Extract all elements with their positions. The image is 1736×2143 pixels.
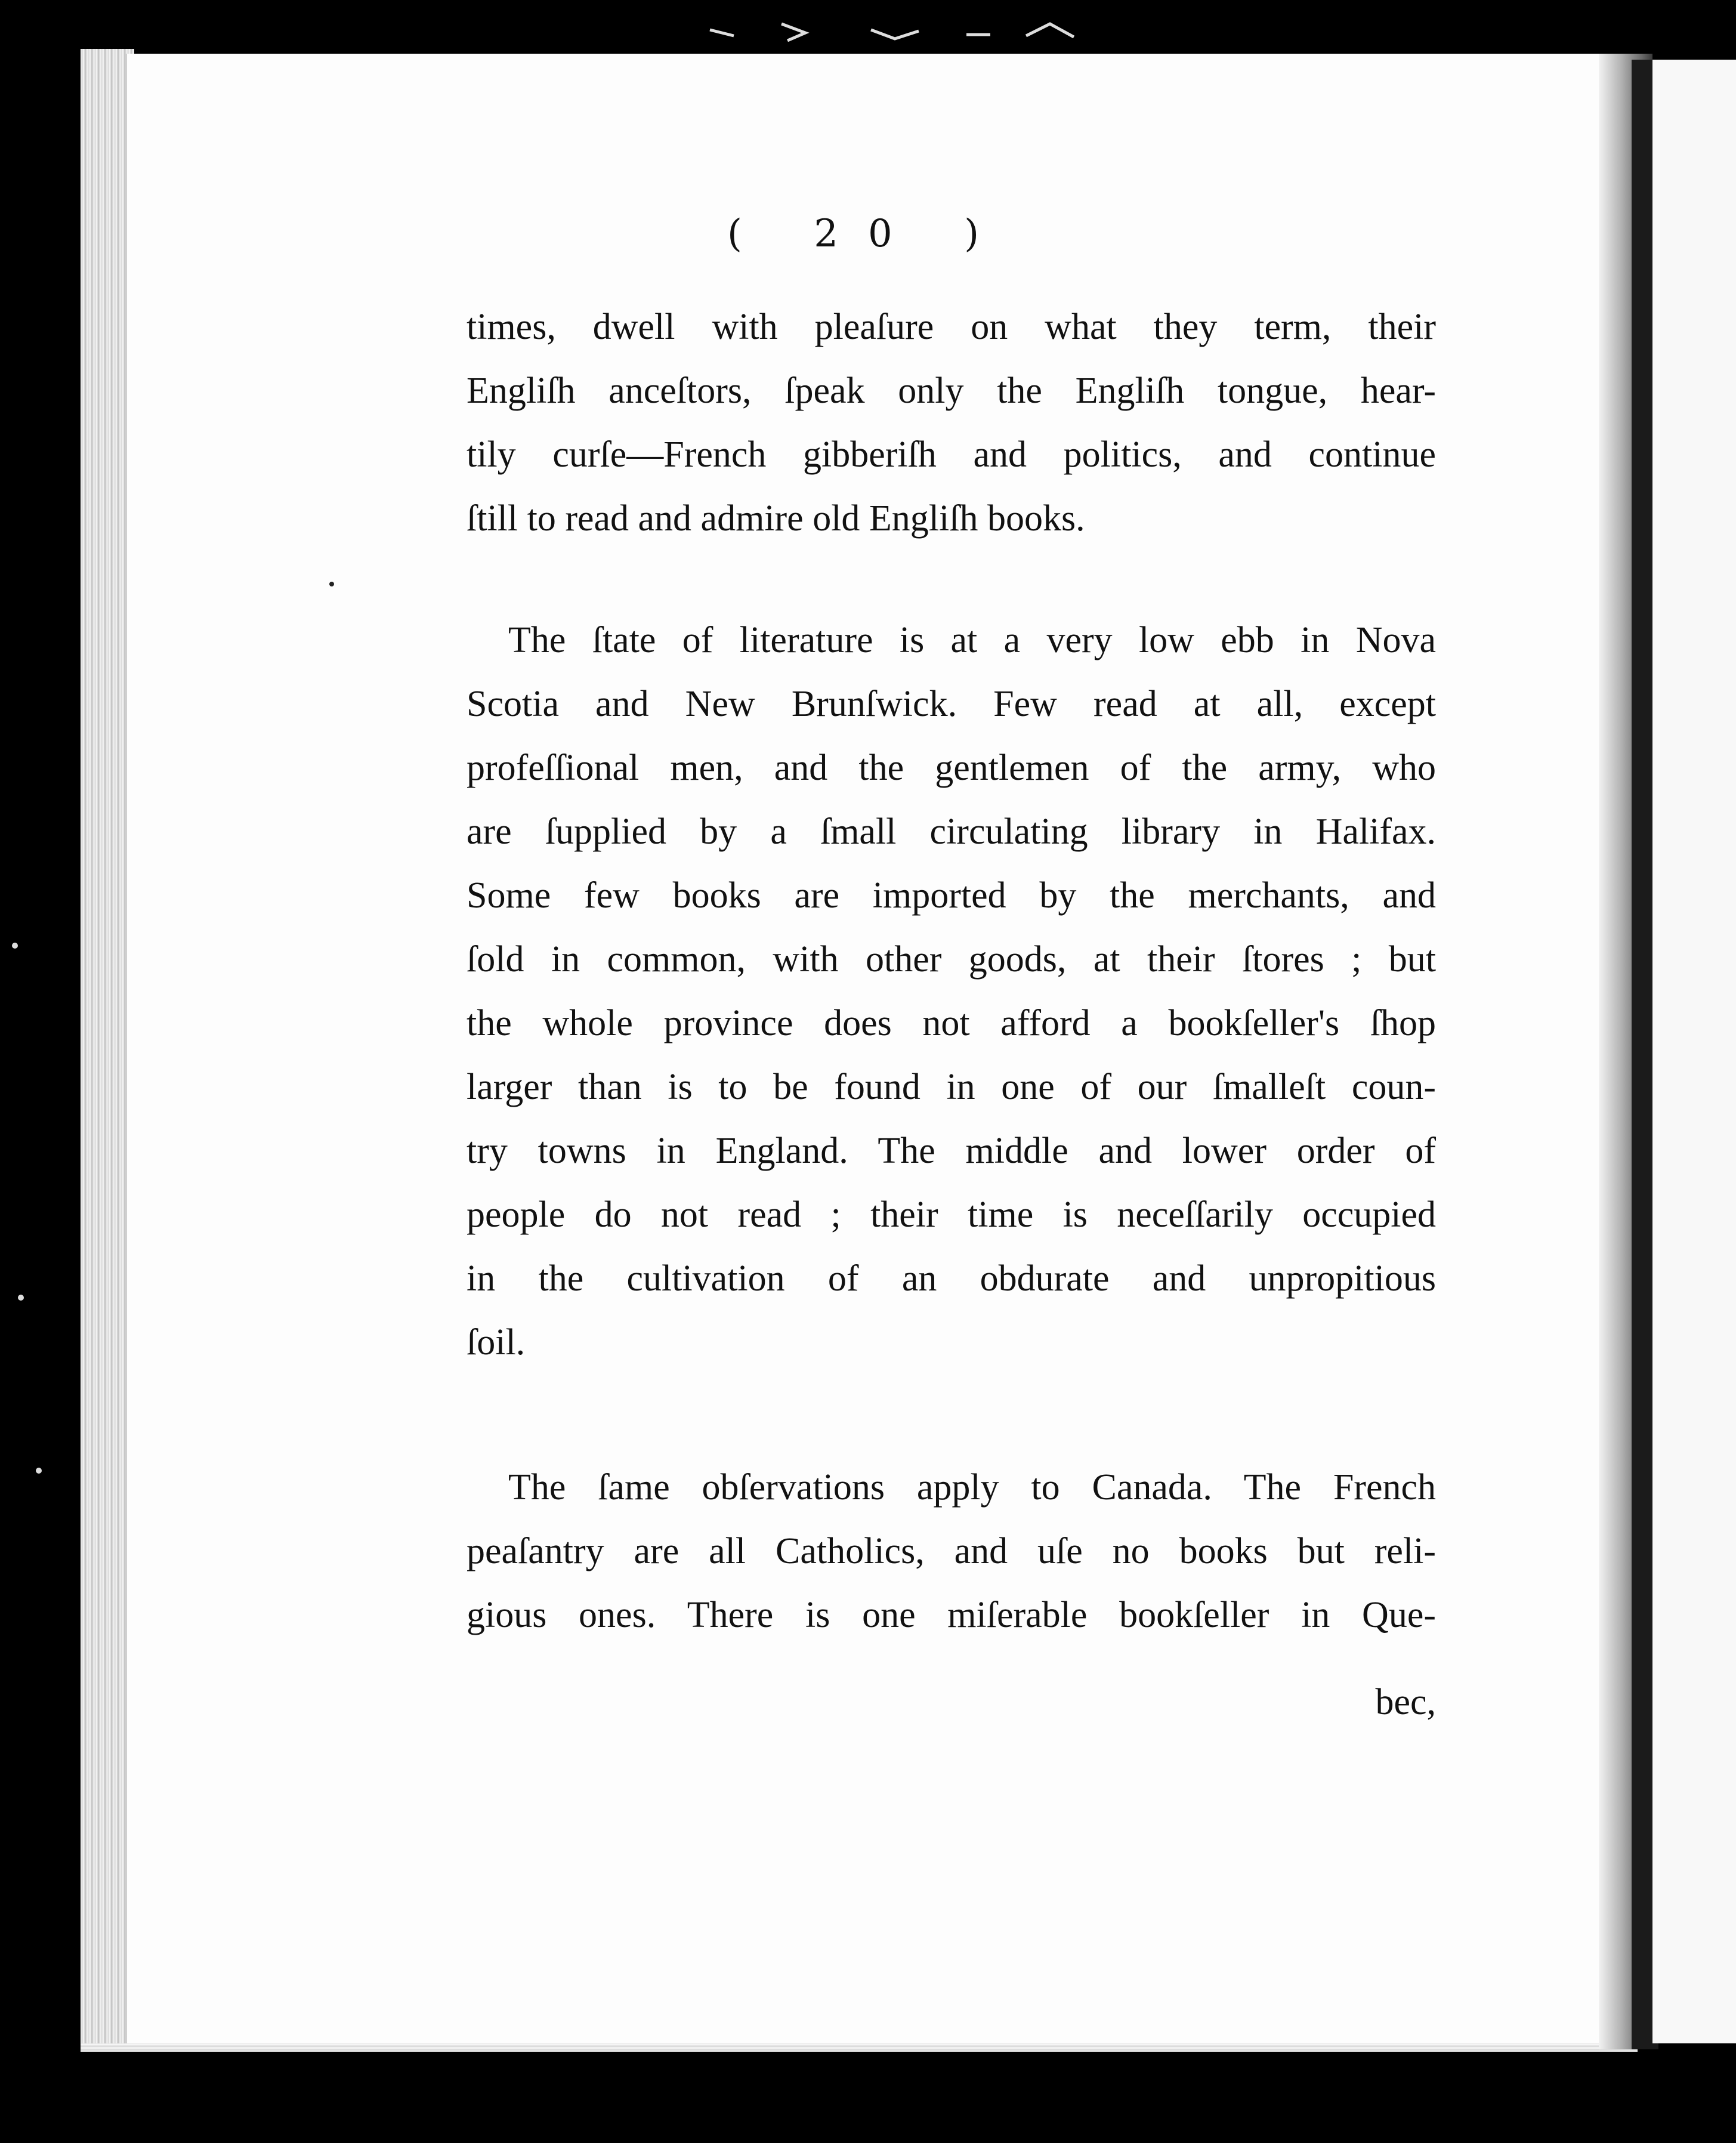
- text-line: Some few books are imported by the merchants, and: [467, 875, 1436, 916]
- paragraph-3: [467, 1456, 1436, 1647]
- page-number: ( 20 ): [727, 212, 1009, 256]
- text-line: The ſame obſervations apply to Canada. The French: [508, 1467, 1436, 1508]
- text-line: the whole province does not afford a bookſeller's ſhop: [467, 1003, 1436, 1043]
- text-line: larger than is to be found in one of our ſmalleſt coun-: [467, 1067, 1436, 1107]
- text-line: try towns in England. The middle and lower order of: [467, 1131, 1436, 1171]
- dust-speck: [329, 582, 334, 586]
- text-line: times, dwell with pleaſure on what they term, their: [467, 307, 1436, 347]
- paragraph-1: [467, 295, 1436, 551]
- text-line: are ſupplied by a ſmall circulating library in Halifax.: [467, 811, 1436, 852]
- dust-speck: [12, 943, 18, 949]
- text-line: gious ones. There is one miſerable bookſeller in Que-: [467, 1595, 1436, 1635]
- text-line: peaſantry are all Catholics, and uſe no books but reli-: [467, 1531, 1436, 1571]
- facing-page-edge: [1652, 60, 1736, 2043]
- scan-left-border: [0, 0, 89, 2143]
- text-line: ſoil.: [467, 1322, 526, 1363]
- catchword-block: [467, 1670, 1436, 1734]
- text-line: in the cultivation of an obdurate and unpropitious: [467, 1258, 1436, 1299]
- page-edges-bottom: [81, 2043, 1638, 2052]
- text-line: people do not read ; their time is neceſſarily occupied: [467, 1194, 1436, 1235]
- text-line: ſtill to read and admire old Engliſh books.: [467, 498, 1085, 539]
- text-line: Engliſh anceſtors, ſpeak only the Engliſh tongue, hear-: [467, 370, 1436, 411]
- dust-speck: [18, 1295, 24, 1301]
- text-line: Scotia and New Brunſwick. Few read at all, except: [467, 684, 1436, 724]
- text-line: tily curſe—French gibberiſh and politics, and continue: [467, 434, 1436, 475]
- dust-speck: [36, 1468, 42, 1474]
- paragraph-2: [467, 609, 1436, 1375]
- catchword: bec,: [1375, 1682, 1436, 1722]
- text-line: ſold in common, with other goods, at their ſtores ; but: [467, 939, 1436, 980]
- top-edge-marks: [692, 12, 1110, 42]
- text-line: The ſtate of literature is at a very low ebb in Nova: [508, 620, 1436, 660]
- text-line: profeſſional men, and the gentlemen of the army, who: [467, 748, 1436, 788]
